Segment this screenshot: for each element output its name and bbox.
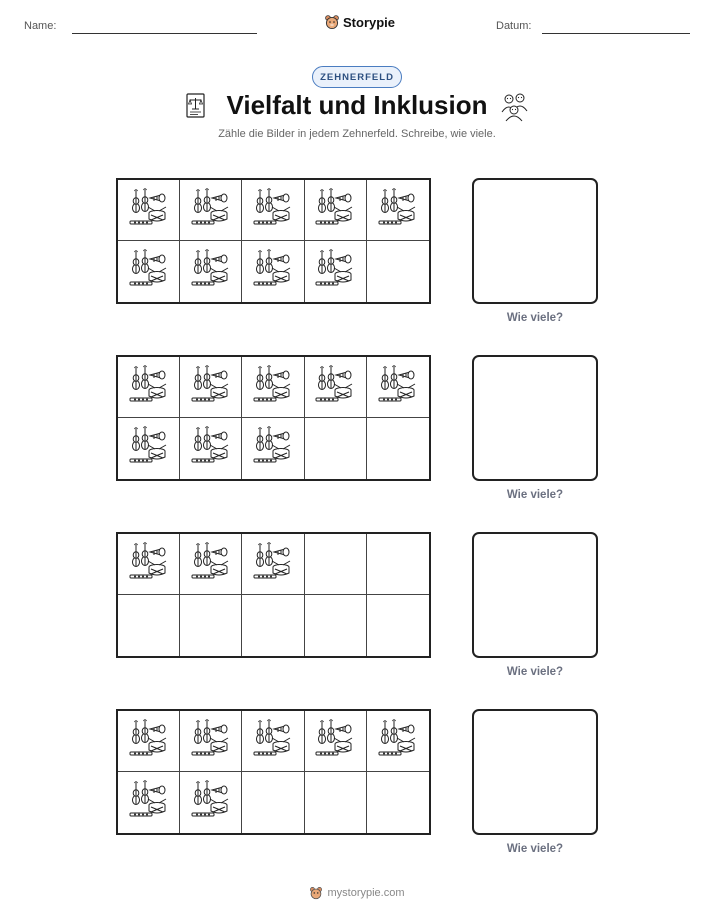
ten-frame-cell — [367, 241, 429, 302]
how-many-label: Wie viele? — [506, 843, 564, 855]
ten-frame-cell — [242, 357, 304, 418]
ten-frame-cell — [180, 772, 242, 833]
how-many-label: Wie viele? — [506, 666, 564, 678]
ten-frame-cell — [305, 534, 367, 595]
ten-frame-cell — [305, 418, 367, 479]
date-label: Datum: — [496, 20, 532, 32]
brand-name: Storypie — [343, 14, 396, 30]
ten-frame-cell — [180, 595, 242, 656]
musical-instruments-icon — [252, 719, 294, 764]
answer-box[interactable] — [472, 355, 598, 481]
ten-frame-cell — [305, 241, 367, 302]
musical-instruments-icon — [377, 188, 419, 233]
ten-frame-cell — [367, 595, 429, 656]
ten-frame — [116, 355, 431, 481]
instructions: Zähle die Bilder in jedem Zehnerfeld. Schreibe, wie viele. — [218, 128, 496, 140]
ten-frame-cell — [367, 711, 429, 772]
ten-frame-cell — [367, 534, 429, 595]
ten-frame-cell — [305, 357, 367, 418]
ten-frame-cell — [180, 357, 242, 418]
ten-frame-cell — [367, 418, 429, 479]
ten-frame-cell — [180, 241, 242, 302]
musical-instruments-icon — [190, 365, 232, 410]
ten-frame-cell — [118, 241, 180, 302]
musical-instruments-icon — [190, 249, 232, 294]
ten-frame-cell — [180, 180, 242, 241]
ten-frame-cell — [305, 595, 367, 656]
musical-instruments-icon — [128, 780, 170, 825]
ten-frame-cell — [242, 534, 304, 595]
ten-frame-cell — [118, 711, 180, 772]
ten-frame-cell — [242, 772, 304, 833]
answer-box[interactable] — [472, 178, 598, 304]
musical-instruments-icon — [128, 542, 170, 587]
ten-frame-cell — [118, 534, 180, 595]
ten-frame-cell — [118, 418, 180, 479]
ten-frame-cell — [367, 180, 429, 241]
musical-instruments-icon — [190, 542, 232, 587]
brand — [324, 14, 395, 30]
ten-frame-cell — [180, 418, 242, 479]
ten-frame-cell — [367, 772, 429, 833]
musical-instruments-icon — [128, 188, 170, 233]
musical-instruments-icon — [128, 719, 170, 764]
diverse-people-icon — [499, 90, 531, 122]
worksheet-type-badge: ZEHNERFELD — [312, 66, 402, 88]
ten-frame-cell — [118, 180, 180, 241]
musical-instruments-icon — [377, 365, 419, 410]
bear-logo-icon — [324, 14, 340, 30]
answer-box[interactable] — [472, 532, 598, 658]
how-many-label: Wie viele? — [506, 489, 564, 501]
ten-frame-cell — [118, 772, 180, 833]
ten-frame-cell — [242, 595, 304, 656]
ten-frame-cell — [118, 357, 180, 418]
name-write-line[interactable] — [72, 33, 257, 34]
musical-instruments-icon — [190, 719, 232, 764]
how-many-label: Wie viele? — [506, 312, 564, 324]
ten-frame-cell — [180, 534, 242, 595]
ten-frame-cell — [242, 180, 304, 241]
musical-instruments-icon — [128, 426, 170, 471]
ten-frame-cell — [367, 357, 429, 418]
musical-instruments-icon — [190, 426, 232, 471]
footer-site: mystorypie.com — [327, 887, 405, 899]
musical-instruments-icon — [314, 188, 356, 233]
bear-logo-icon — [309, 886, 323, 900]
musical-instruments-icon — [252, 188, 294, 233]
ten-frame — [116, 709, 431, 835]
ten-frame — [116, 532, 431, 658]
date-write-line[interactable] — [542, 33, 690, 34]
musical-instruments-icon — [377, 719, 419, 764]
ten-frame-cell — [180, 711, 242, 772]
musical-instruments-icon — [252, 426, 294, 471]
musical-instruments-icon — [252, 542, 294, 587]
musical-instruments-icon — [314, 249, 356, 294]
musical-instruments-icon — [314, 365, 356, 410]
musical-instruments-icon — [252, 249, 294, 294]
musical-instruments-icon — [128, 365, 170, 410]
name-label: Name: — [24, 20, 57, 32]
ten-frame — [116, 178, 431, 304]
footer — [0, 886, 714, 900]
musical-instruments-icon — [128, 249, 170, 294]
musical-instruments-icon — [190, 188, 232, 233]
musical-instruments-icon — [314, 719, 356, 764]
ten-frame-cell — [118, 595, 180, 656]
musical-instruments-icon — [190, 780, 232, 825]
page-title: Vielfalt und Inklusion — [226, 90, 488, 120]
ten-frame-cell — [242, 241, 304, 302]
musical-instruments-icon — [252, 365, 294, 410]
ten-frame-cell — [305, 772, 367, 833]
ten-frame-cell — [242, 418, 304, 479]
ten-frame-cell — [305, 180, 367, 241]
answer-box[interactable] — [472, 709, 598, 835]
ten-frame-cell — [305, 711, 367, 772]
ten-frame-cell — [242, 711, 304, 772]
